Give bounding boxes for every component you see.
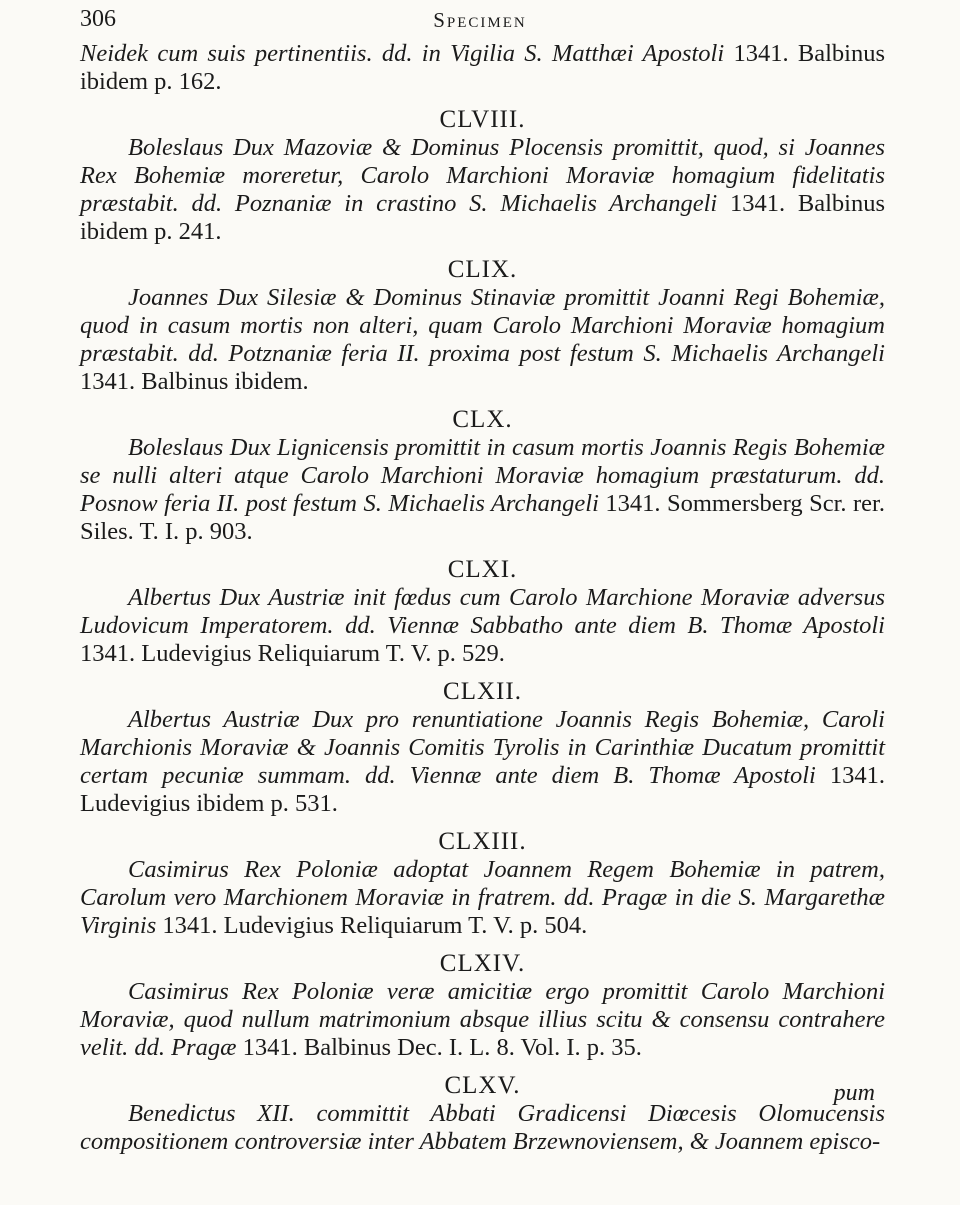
running-head: Specimen (433, 8, 527, 32)
entry-citation: 1341. Sommersberg Scr. rer. Siles. T. I. p. 903. (80, 490, 885, 545)
entry-citation: 1341. Ludevigius Reliquiarum T. V. p. 504. (156, 912, 588, 939)
page-header (80, 4, 880, 38)
entry-clxiv (80, 978, 885, 1062)
entry-text-italic: Albertus Austriæ Dux pro renuntiatione Joannis Regis Bohemiæ, Caroli Marchionis Moraviæ & Joannis Comitis Tyrolis in Carinthiæ Ducatum promittit certam pecuniæ summam. dd. Viennæ ante diem B. Thomæ Apostoli (80, 706, 885, 789)
entry-heading: CLX. (452, 406, 513, 433)
entry-clix (80, 284, 885, 396)
entry-heading: CLIX. (447, 256, 518, 283)
entry-heading: CLXI. (447, 556, 518, 583)
entry-clxv (80, 1100, 885, 1156)
entry-clxi (80, 584, 885, 668)
entry-heading: CLXIII. (438, 828, 527, 855)
entry-text-italic: Benedictus XII. committit Abbati Gradicensi Diœcesis Olomucensis compositionem controversiæ inter Abbatem Brzewnoviensem, & Joannem episco- (80, 1100, 885, 1155)
continued-entry (80, 40, 885, 96)
entry-heading: CLXIV. (439, 950, 526, 977)
entry-text-italic: Neidek cum suis pertinentiis. dd. in Vigilia S. Matthæi Apostoli (80, 40, 725, 67)
entry-text-italic: Boleslaus Dux Lignicensis promittit in casum mortis Joannis Regis Bohemiæ se nulli alteri atque Carolo Marchioni Moraviæ homagium præstaturum. dd. Posnow feria II. post festum S. Michaelis Archangeli (80, 434, 885, 517)
catchword: pum (833, 1080, 875, 1106)
entry-heading: CLVIII. (439, 106, 526, 133)
entry-citation: 1341. Balbinus ibidem. (80, 368, 309, 395)
entry-text-italic: Casimirus Rex Poloniæ veræ amicitiæ ergo promittit Carolo Marchioni Moraviæ, quod nullum matrimonium absque illius scitu & consensu contrahere velit. dd. Pragæ (80, 978, 885, 1061)
entry-text-italic: Casimirus Rex Poloniæ adoptat Joannem Regem Bohemiæ in patrem, Carolum vero Marchionem Moraviæ in fratrem. dd. Pragæ in die S. Margarethæ Virginis (80, 856, 885, 939)
entry-text-italic: Boleslaus Dux Mazoviæ & Dominus Plocensis promittit, quod, si Joannes Rex Bohemiæ moreretur, Carolo Marchioni Moraviæ homagium fidelitatis præstabit. dd. Poznaniæ in crastino S. Michaelis Archangeli (80, 134, 885, 217)
entry-citation: 1341. Balbinus ibidem p. 241. (80, 190, 885, 245)
text-body (80, 40, 885, 1156)
page-number: 306 (80, 6, 116, 32)
entry-citation: 1341. Ludevigius Reliquiarum T. V. p. 529. (80, 640, 505, 667)
entry-heading: CLXV. (444, 1072, 521, 1099)
entry-clxii (80, 706, 885, 818)
entry-heading: CLXII. (443, 678, 522, 705)
entry-citation: 1341. Balbinus ibidem p. 162. (80, 40, 885, 95)
entry-clxiii (80, 856, 885, 940)
entry-text-italic: Joannes Dux Silesiæ & Dominus Stinaviæ promittit Joanni Regi Bohemiæ, quod in casum mortis non alteri, quam Carolo Marchioni Moraviæ homagium præstabit. dd. Potznaniæ feria II. proxima post festum S. Michaelis Archangeli (80, 284, 885, 367)
entry-clx (80, 434, 885, 546)
entry-citation: 1341. Balbinus Dec. I. L. 8. Vol. I. p. 35. (236, 1034, 642, 1061)
entry-clviii (80, 134, 885, 246)
entry-citation: 1341. Ludevigius ibidem p. 531. (80, 762, 886, 817)
entry-text-italic: Albertus Dux Austriæ init fœdus cum Carolo Marchione Moraviæ adversus Ludovicum Imperatorem. dd. Viennæ Sabbatho ante diem B. Thomæ Apostoli (80, 584, 885, 639)
